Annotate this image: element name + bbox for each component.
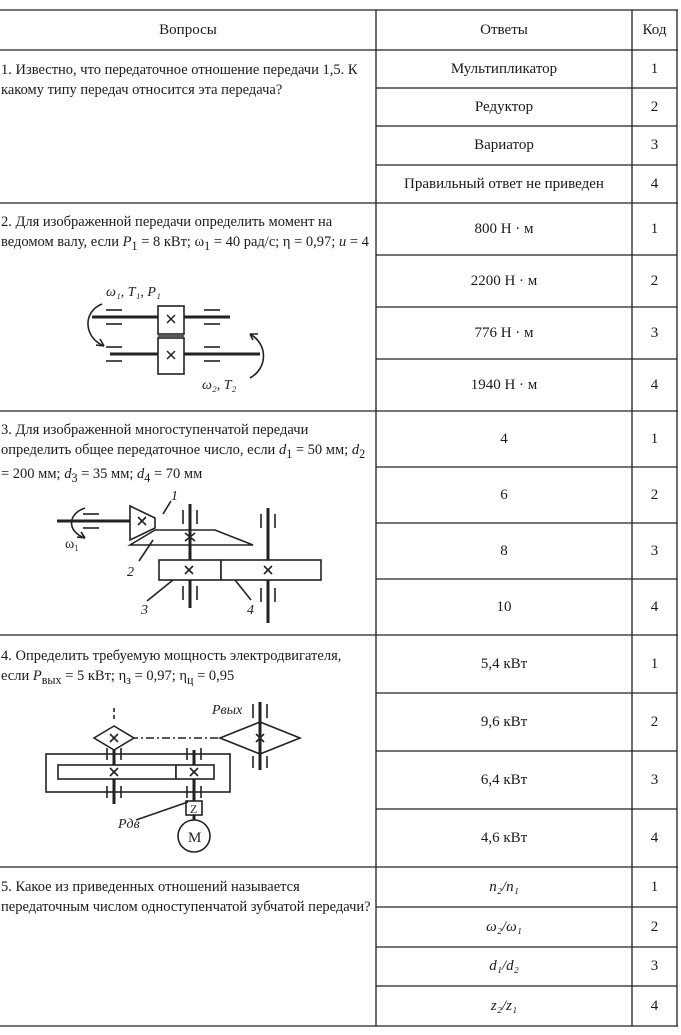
text-run: = 4 [346, 234, 369, 250]
text-run: 2 [359, 446, 366, 461]
output-shaft-label: ω₂, T₂ [202, 378, 237, 392]
text-run: = 5 кВт; η [61, 668, 127, 684]
text-run: 3 [71, 470, 78, 485]
text-run: P [32, 668, 42, 684]
answer-option[interactable]: 800 Н · м [474, 220, 534, 237]
answer-code: 3 [650, 542, 659, 559]
input-shaft-label: ω₁, T₁, P₁ [106, 285, 161, 300]
question-3-text [1, 420, 373, 488]
answer-option[interactable]: 9,6 кВт [480, 713, 528, 730]
text-run: = 200 мм; [1, 465, 65, 482]
gear-pair-diagram [80, 280, 280, 392]
text-run: d [351, 442, 360, 458]
answer-code: 4 [650, 997, 659, 1014]
answer-code: 4 [650, 829, 659, 846]
motor-power-label: Pдв [118, 817, 140, 832]
text-run: = 0,95 [193, 668, 235, 684]
text-run: d [278, 442, 287, 458]
text-run: ц [187, 672, 194, 687]
answer-code: 2 [650, 713, 659, 730]
answer-option[interactable]: 6,4 кВт [480, 771, 528, 788]
answer-option[interactable]: 776 Н · м [474, 324, 534, 341]
part-label-3: 3 [141, 603, 148, 618]
header-questions: Вопросы [159, 21, 217, 38]
motor-label: M [188, 830, 202, 846]
answer-code: 3 [650, 771, 659, 788]
text-run: u [338, 234, 347, 250]
text-run: = 0,97; η [130, 668, 187, 684]
answer-option[interactable]: 4,6 кВт [480, 829, 528, 846]
answer-option[interactable]: Мультипликатор [450, 60, 558, 77]
text-run: з [126, 672, 131, 687]
answer-code: 4 [650, 598, 659, 615]
question-2-text [1, 212, 373, 256]
header-answers: Ответы [480, 21, 528, 38]
answer-code: 1 [650, 60, 659, 77]
answer-code: 4 [650, 175, 659, 192]
answer-option[interactable]: 1940 Н · м [470, 376, 538, 393]
text-run: = 8 кВт; ω [137, 234, 205, 250]
text-run: = 70 мм [150, 465, 203, 482]
text-run: d [64, 465, 72, 482]
part-label-2: 2 [127, 565, 134, 580]
answer-code: 2 [650, 272, 659, 289]
part-label-4: 4 [247, 603, 254, 618]
answer-code: 1 [650, 655, 659, 672]
answer-code: 2 [650, 98, 659, 115]
answer-option[interactable]: 5,4 кВт [480, 655, 528, 672]
answer-option[interactable]: Вариатор [474, 137, 534, 153]
text-run: = 35 мм; [77, 465, 138, 482]
answer-option[interactable]: 2200 Н · м [470, 272, 538, 289]
answer-code: 1 [650, 220, 659, 237]
answer-option[interactable]: Правильный ответ не приведен [404, 175, 604, 192]
answer-option[interactable]: Редуктор [474, 98, 534, 115]
answer-option[interactable]: ω₂/ω₁ [486, 918, 522, 935]
text-run: 4. Определить требуемую мощность электродвигателя, если [1, 648, 342, 684]
answer-code: 4 [650, 376, 659, 393]
answer-code: 1 [650, 430, 659, 447]
answer-code: 3 [650, 958, 659, 974]
output-power-label: Pвых [212, 703, 243, 718]
answer-code: 3 [650, 324, 659, 341]
question-1-text: 1. Известно, что передаточное отношение передачи 1,5. К какому типу передач относится эта передача? [1, 62, 358, 98]
question-5-text: 5. Какое из приведенных отношений называется передаточным числом одноступенчатой зубчатой передачи? [1, 879, 371, 915]
omega-label: ω₁ [65, 537, 80, 552]
answer-option[interactable]: z₂/z₁ [490, 997, 518, 1014]
text-run: = 50 мм; [292, 442, 352, 458]
answer-code: 3 [650, 137, 659, 153]
header-code: Код [642, 21, 667, 38]
text-run: 4 [144, 470, 151, 485]
answer-code: 1 [650, 878, 659, 895]
answer-option[interactable]: 10 [496, 598, 512, 615]
text-run: 1 [131, 238, 138, 253]
motor-drive-diagram [40, 698, 310, 858]
question-4-text [1, 646, 373, 690]
part-label-1: 1 [171, 489, 178, 504]
answer-option[interactable]: 4 [500, 430, 508, 447]
multistage-gear-diagram [55, 488, 335, 628]
text-run: 1 [204, 238, 211, 253]
answer-code: 2 [650, 486, 659, 503]
text-run: 2. Для изображенной передачи определить момент на ведомом валу, если [1, 214, 333, 250]
text-run: P [122, 234, 132, 250]
answer-option[interactable]: d₁/d₂ [489, 958, 519, 974]
coupling-label: Z [190, 802, 198, 816]
text-run: 1 [286, 446, 293, 461]
answer-option[interactable]: n₂/n₁ [489, 878, 519, 895]
text-run: = 40 рад/с; η = 0,97; [210, 234, 339, 250]
answer-code: 2 [650, 918, 659, 935]
text-run: вых [41, 672, 62, 687]
text-run: d [137, 465, 145, 482]
text-run: 3. Для изображенной многоступенчатой передачи определить общее передаточное число, если [1, 422, 309, 458]
answer-option[interactable]: 8 [500, 542, 508, 559]
answer-option[interactable]: 6 [500, 486, 508, 503]
